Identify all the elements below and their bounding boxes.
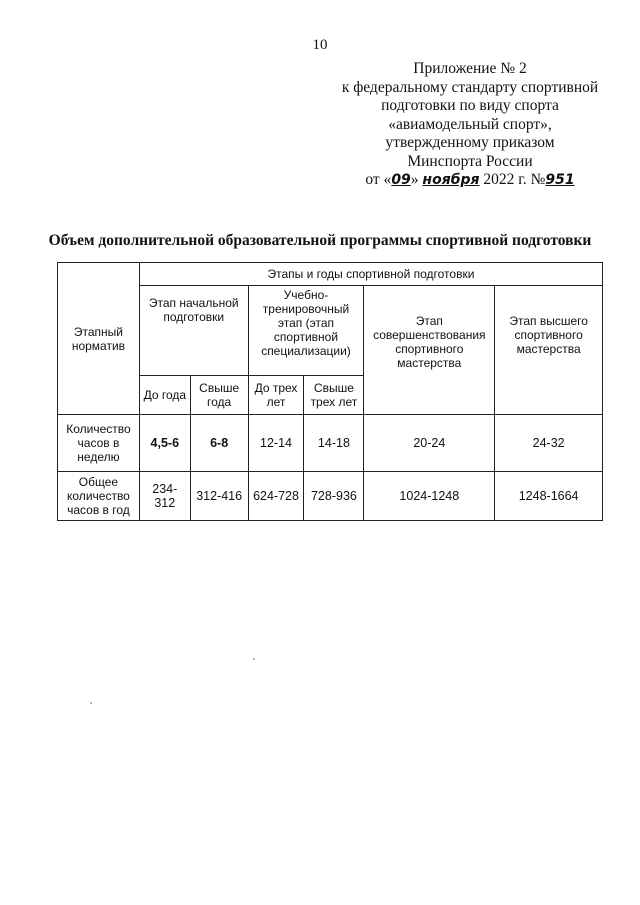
- stage-training-header: Учебно-тренировочный этап (этап спортивной специализации): [248, 286, 364, 376]
- table-cell: 20-24: [364, 415, 495, 472]
- appendix-header: [330, 60, 610, 190]
- table-row: [58, 472, 603, 521]
- table-cell: 24-32: [495, 415, 603, 472]
- appendix-line: подготовки по виду спорта: [381, 97, 559, 114]
- appendix-line: Приложение № 2: [413, 60, 527, 77]
- scan-speck: [90, 702, 92, 704]
- sub-header-over-three: Свыше трех лет: [304, 376, 364, 415]
- page-number: 10: [312, 37, 328, 53]
- scan-speck: [253, 658, 255, 660]
- row-label: Общее количество часов в год: [58, 472, 140, 521]
- appendix-date-line: [330, 171, 610, 190]
- order-number-handwritten: 951: [545, 172, 575, 188]
- date-month-handwritten: ноября: [422, 172, 480, 188]
- appendix-line: утвержденному приказом: [385, 134, 555, 151]
- program-volume-table: [57, 262, 603, 521]
- document-title: Объем дополнительной образовательной программы спортивной подготовки: [48, 232, 592, 249]
- stage-higher-header: Этап высшего спортивного мастерства: [495, 286, 603, 415]
- table-cell: 234-312: [139, 472, 190, 521]
- stages-header: Этапы и годы спортивной подготовки: [139, 263, 602, 286]
- table-cell: 312-416: [190, 472, 248, 521]
- table-cell: 4,5-6: [139, 415, 190, 472]
- appendix-line: «авиамодельный спорт»,: [388, 115, 552, 133]
- sub-header-over-year: Свыше года: [190, 376, 248, 415]
- stage-initial-header: Этап начальной подготовки: [139, 286, 248, 376]
- appendix-line: к федеральному стандарту спортивной: [341, 78, 599, 96]
- table-cell: 14-18: [304, 415, 364, 472]
- table-cell: 1024-1248: [364, 472, 495, 521]
- sub-header-upto-year: До года: [139, 376, 190, 415]
- table-cell: 12-14: [248, 415, 304, 472]
- date-year: 2022 г. №: [483, 171, 546, 188]
- date-day-handwritten: 09: [391, 172, 411, 188]
- table-cell: 6-8: [190, 415, 248, 472]
- date-prefix: от «: [365, 171, 392, 188]
- stage-improvement-header: Этап совершенствования спортивного мастерства: [364, 286, 495, 415]
- norm-header: Этапный норматив: [58, 263, 140, 415]
- table-row: [58, 415, 603, 472]
- table-cell: 728-936: [304, 472, 364, 521]
- row-label: Количество часов в неделю: [58, 415, 140, 472]
- sub-header-upto-three: До трех лет: [248, 376, 304, 415]
- appendix-line: Минспорта России: [407, 152, 533, 170]
- table-cell: 1248-1664: [495, 472, 603, 521]
- date-sep: »: [410, 171, 419, 188]
- table-cell: 624-728: [248, 472, 304, 521]
